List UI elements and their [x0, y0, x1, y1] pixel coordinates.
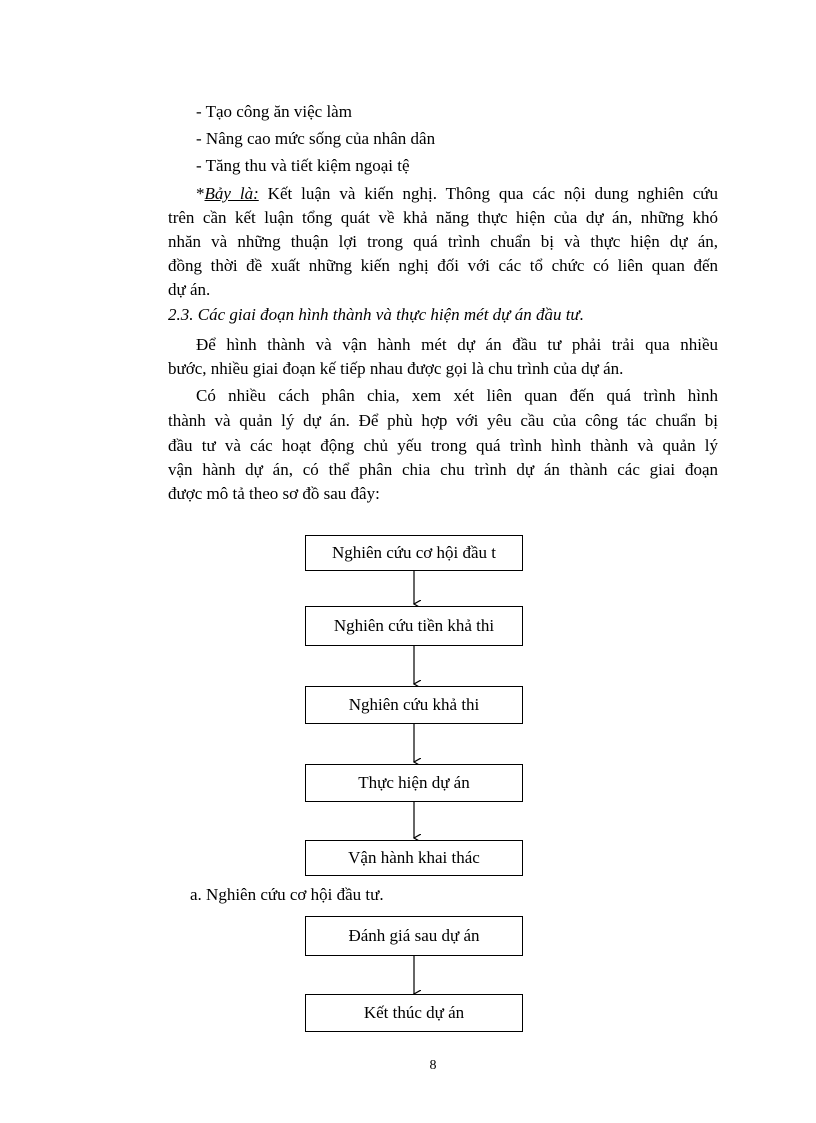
flow-step-operation: Vận hành khai thác — [305, 840, 523, 876]
para2-line-4: vận hành dự án, có thể phân chia chu trình dự án thành các giai đoạn — [168, 460, 718, 479]
flow-step-implementation: Thực hiện dự án — [305, 764, 523, 802]
bullet-1: - Tạo công ăn việc làm — [196, 102, 352, 121]
para1-line-2: bước, nhiều giai đoạn kế tiếp nhau được gọi là chu trình của dự án. — [168, 359, 624, 378]
seventh-line-2: trên cần kết luận tổng quát về khả năng thực hiện của dự án, những khó — [168, 208, 718, 227]
bullet-3: - Tăng thu và tiết kiệm ngoại tệ — [196, 156, 410, 175]
para2-line-5: được mô tả theo sơ đồ sau đây: — [168, 484, 380, 503]
para1-line-1: Để hình thành và vận hành mét dự án đầu tư phải trải qua nhiều — [196, 335, 718, 354]
flow-step-evaluation: Đánh giá sau dự án — [305, 916, 523, 956]
seventh-line-5: dự án. — [168, 280, 211, 299]
seventh-line-4: đồng thời đề xuất những kiến nghị đối với các tổ chức có liên quan đến — [168, 256, 718, 275]
seventh-prefix: * — [196, 184, 205, 203]
page-number: 8 — [429, 1058, 437, 1073]
seventh-text-1: Kết luận và kiến nghị. Thông qua các nội dung nghiên cứu — [258, 184, 718, 203]
seventh-line-3: nhăn và những thuận lợi trong quá trình chuẩn bị và thực hiện dự án, — [168, 232, 718, 251]
seventh-label: Bảy là: — [204, 184, 259, 203]
para2-line-3: đầu tư và các hoạt động chủ yếu trong quá trình hình thành và quản lý — [168, 436, 718, 455]
flow-step-closure: Kết thúc dự án — [305, 994, 523, 1032]
subheading-a: a. Nghiên cứu cơ hội đầu tư. — [190, 885, 384, 904]
flow-step-opportunity: Nghiên cứu cơ hội đầu t — [305, 535, 523, 571]
para2-line-2: thành và quản lý dự án. Để phù hợp với yêu cầu của công tác chuẩn bị — [168, 411, 718, 430]
flow-step-prefeasibility: Nghiên cứu tiền khả thi — [305, 606, 523, 646]
para2-line-1: Có nhiều cách phân chia, xem xét liên quan đến quá trình hình — [196, 386, 718, 405]
flow-step-feasibility: Nghiên cứu khả thi — [305, 686, 523, 724]
bullet-2: - Nâng cao mức sống của nhân dân — [196, 129, 436, 148]
section-heading: 2.3. Các giai đoạn hình thành và thực hiện mét dự án đầu tư. — [168, 305, 584, 324]
